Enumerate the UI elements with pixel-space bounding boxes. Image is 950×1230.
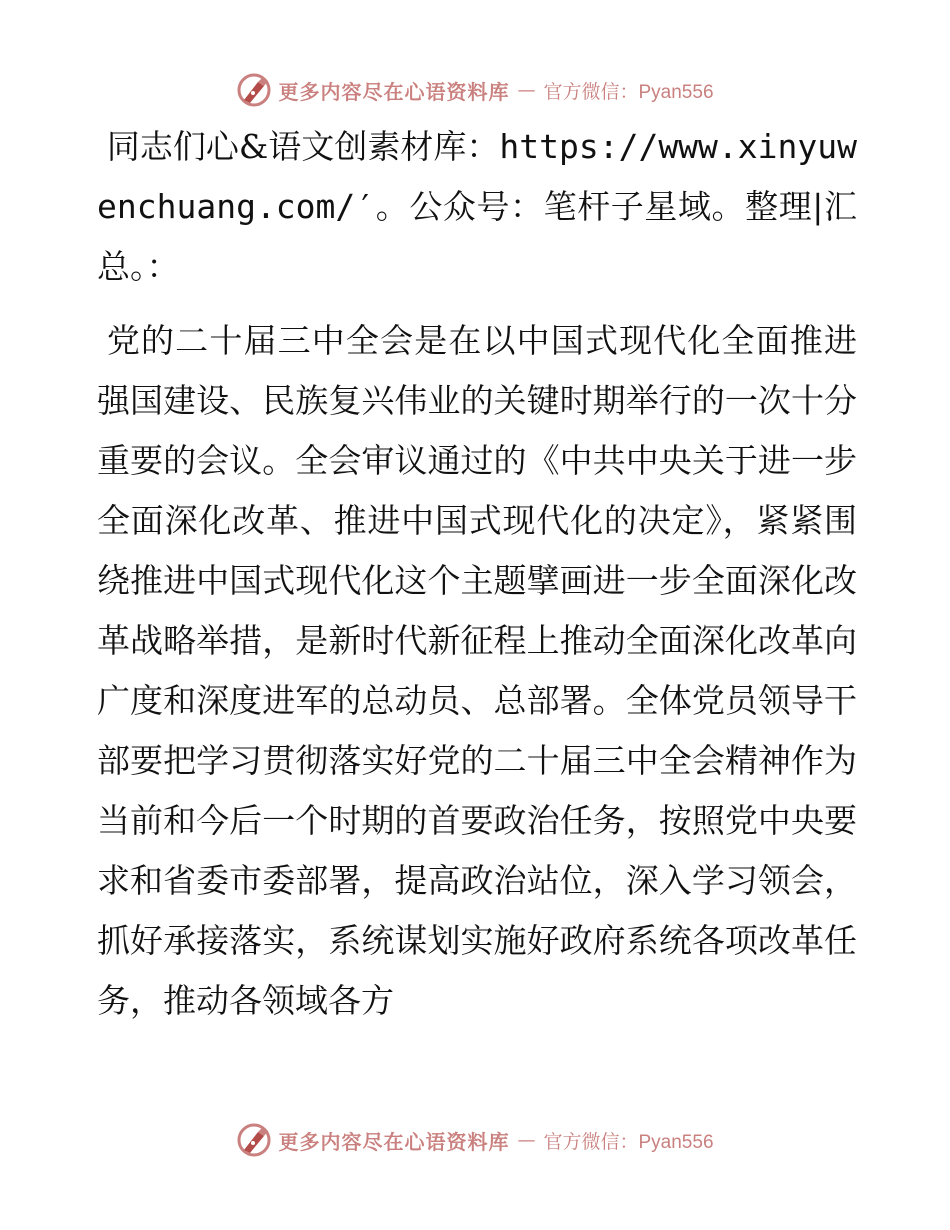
intro-prefix: 同志们心&语文创素材库： [106, 127, 500, 166]
document-body [97, 117, 857, 1031]
banner-brand-text: 更多内容尽在心语资料库 [278, 79, 510, 104]
banner-contact-label: 官方微信： [543, 1130, 639, 1153]
pen-nib-logo-icon [236, 72, 272, 108]
footer-banner [0, 1120, 950, 1160]
header-banner [0, 70, 950, 110]
banner-separator: — [517, 79, 536, 101]
intro-url: https://www.xinyuwenchuang.com/′ [97, 127, 857, 226]
banner-separator: — [517, 1129, 536, 1151]
banner-contact-value: Pyan556 [638, 1131, 714, 1153]
banner-brand-text: 更多内容尽在心语资料库 [278, 1129, 510, 1154]
banner-contact-value: Pyan556 [638, 81, 714, 103]
banner-contact [543, 1127, 713, 1154]
banner-contact-label: 官方微信： [543, 80, 639, 103]
intro-suffix: 。公众号：笔杆子星域。整理|汇总。： [97, 187, 857, 286]
pen-nib-logo-icon [236, 1122, 272, 1158]
banner-contact [543, 77, 713, 104]
intro-paragraph [97, 117, 857, 297]
body-paragraph: 党的二十届三中全会是在以中国式现代化全面推进强国建设、民族复兴伟业的关键时期举行的一次十分重要的会议。全会审议通过的《中共中央关于进一步全面深化改革、推进中国式现代化的决定》，紧紧围绕推进中国式现代化这个主题擘画进一步全面深化改革战略举措，是新时代新征程上推动全面深化改革向广度和深度进军的总动员、总部署。全体党员领导干部要把学习贯彻落实好党的二十届三中全会精神作为当前和今后一个时期的首要政治任务，按照党中央要求和省委市委部署，提高政治站位，深入学习领会，抓好承接落实，系统谋划实施好政府系统各项改革任务，推动各领域各方 [97, 321, 857, 1020]
